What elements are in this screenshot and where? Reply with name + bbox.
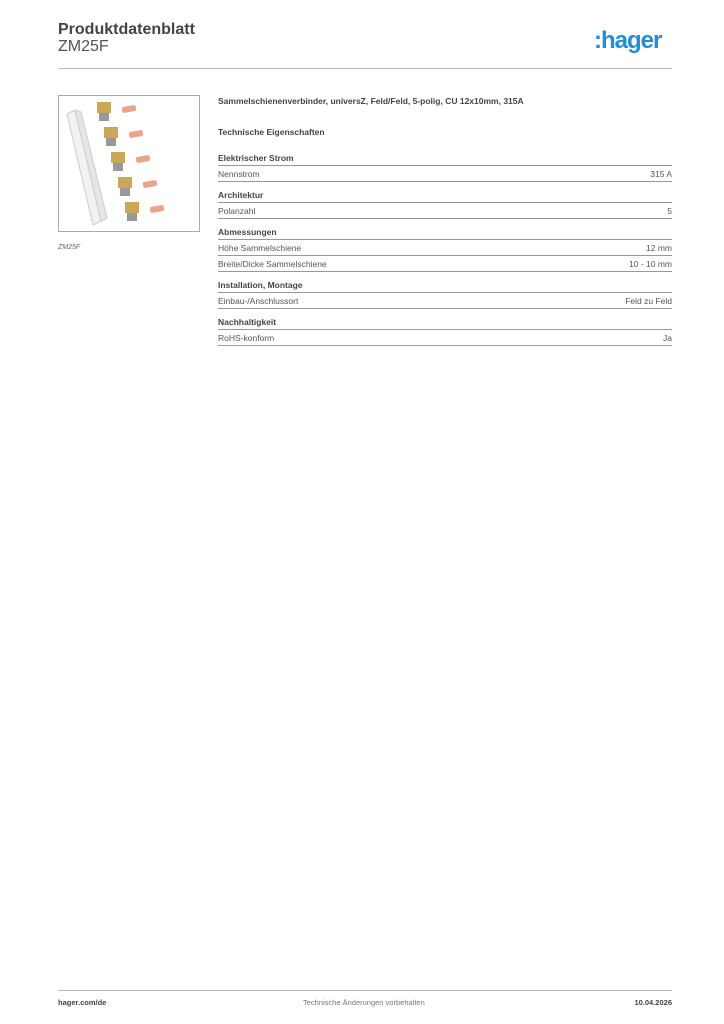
spec-value: Ja (663, 333, 672, 343)
footer-date: 10.04.2026 (634, 998, 672, 1007)
section-title: Installation, Montage (218, 280, 672, 293)
spec-value: 5 (667, 206, 672, 216)
spec-row (218, 240, 672, 256)
spec-label: Nennstrom (218, 169, 260, 179)
page-title: Produktdatenblatt (58, 21, 195, 38)
spec-row (218, 203, 672, 219)
section-title: Nachhaltigkeit (218, 317, 672, 330)
spec-value: Feld zu Feld (625, 296, 672, 306)
header-divider (58, 68, 672, 69)
hager-logo: :hager (594, 27, 662, 54)
spec-value: 12 mm (646, 243, 672, 253)
article-number: ZM25F (58, 38, 109, 55)
spec-label: Einbau-/Anschlussort (218, 296, 299, 306)
footer-website[interactable]: hager.com/de (58, 998, 107, 1007)
spec-section (218, 280, 672, 309)
footer-note: Technische Änderungen vorbehalten (303, 998, 425, 1007)
spec-row (218, 166, 672, 182)
spec-section (218, 190, 672, 219)
spec-label: RoHS-konform (218, 333, 275, 343)
spec-section (218, 153, 672, 182)
spec-value: 10 - 10 mm (629, 259, 672, 269)
spec-column (218, 96, 672, 346)
spec-row (218, 293, 672, 309)
image-caption: ZM25F (58, 244, 81, 251)
spec-row (218, 330, 672, 346)
spec-section (218, 227, 672, 272)
spec-row (218, 256, 672, 272)
spec-value: 315 A (650, 169, 672, 179)
product-name: Sammelschienenverbinder, universZ, Feld/Feld, 5-polig, CU 12x10mm, 315A (218, 96, 524, 106)
section-title: Abmessungen (218, 227, 672, 240)
specs-heading: Technische Eigenschaften (218, 127, 325, 137)
section-title: Elektrischer Strom (218, 153, 672, 166)
section-title: Architektur (218, 190, 672, 203)
footer-divider (58, 990, 672, 991)
spec-label: Polanzahl (218, 206, 256, 216)
product-image (58, 95, 200, 232)
spec-label: Breite/Dicke Sammelschiene (218, 259, 327, 269)
spec-label: Höhe Sammelschiene (218, 243, 302, 253)
spec-section (218, 317, 672, 346)
